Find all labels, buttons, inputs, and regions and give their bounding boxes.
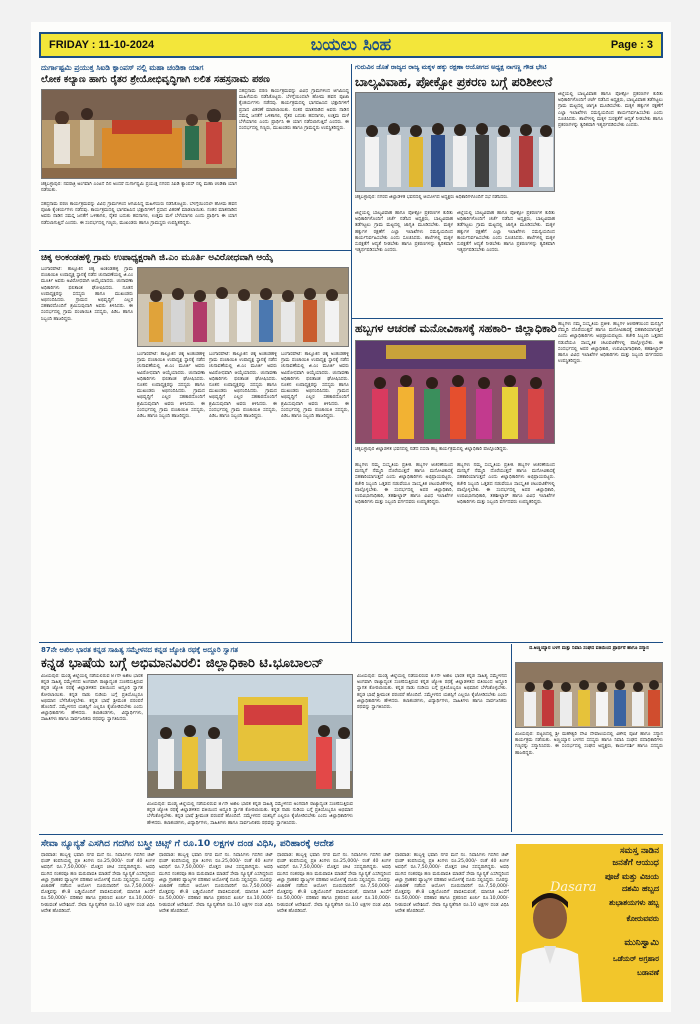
issue-date: FRIDAY : 11-10-2024 [49, 39, 155, 51]
story-divider [39, 250, 351, 251]
story6-body: ವಿಜಯಪುರ: ಪಟ್ಟಣದಲ್ಲಿ ಶ್ರೀ ಮಹೇಶ್ವರಿ ದೇವಿ ದೇವಾಲಯದಲ್ಲಿ ವಿಶೇಷ ಪೂಜೆ ಹಾಗೂ ಸನ್ಮಾನ ಕಾರ್ಯಕ್ರಮ ನಡೆಯಿತು. ಅಣ್ಣಯ್ಯಾನ ಬಳಗದ ಸದಸ್ಯರು ಹಾಗೂ ನಿವಾಸಿ ಸಂಘದ ಪದಾಧಿಕಾರಿಗಳು ಗಣ್ಯರನ್ನು ಸನ್ಮಾನಿಸಿದರು. ಈ ಸಂದರ್ಭದಲ್ಲಿ ಸಂಘದ ಅಧ್ಯಕ್ಷರು, ಕಾರ್ಯದರ್ಶಿ ಹಾಗೂ ಸದಸ್ಯರು ಹಾಜರಿದ್ದರು. [515, 732, 663, 756]
festival-greeting-ad [516, 844, 663, 1002]
story1-body: ಸಹಸ್ರನಾಮ ಪಠಣ ಕಾರ್ಯಕ್ರಮವನ್ನು ವಿವಿಧ ಗ್ರಾಮಗಳಿಂದ ಆಗಮಿಸಿದ್ದ ಮಹಿಳೆಯರು ನಡೆಸಿಕೊಟ್ಟರು. ಬೆಳಗ್ಗೆಯಿಂದಲೇ ಹೋಮ ಹವನ ಪೂಜಾ ಕೈಂಕರ್ಯಗಳು ನಡೆದವು. ಕಾರ್ಯಕ್ರಮದಲ್ಲಿ ಭಾಗವಹಿಸಿದ ಭಕ್ತಾದಿಗಳಿಗೆ ಪ್ರಸಾದ ವಿತರಣೆ ಮಾಡಲಾಯಿತು. ನಂತರ ಮಾತನಾಡಿದ ಅವರು ನಾಡಿನ ಸಮಸ್ತ ಜನತೆಗೆ ಒಳಿತಾಗಲಿ, ರೈತರ ಬದುಕು ಹಸನಾಗಲಿ, ಉತ್ತಮ ಮಳೆ ಬೆಳೆಯಾಗಲಿ ಎಂದು ಪ್ರಾರ್ಥಿಸಿ ಈ ಯಾಗ ನಡೆಸಲಾಗುತ್ತಿದೆ ಎಂದರು. ಈ ಸಂದರ್ಭದಲ್ಲಿ ಗಣ್ಯರು, ಮುಖಂಡರು ಹಾಗೂ ಗ್ರಾಮಸ್ಥರು ಉಪಸ್ಥಿತರಿದ್ದರು. [41, 202, 237, 226]
masthead [39, 32, 663, 58]
column-divider [511, 644, 512, 832]
story5-body-col3: ವಿಜಯಪುರ: ಮಂಡ್ಯ ಜಿಲ್ಲೆಯಲ್ಲಿ ನಡೆಯಲಿರುವ 87ನೇ ಅಖಿಲ ಭಾರತ ಕನ್ನಡ ಸಾಹಿತ್ಯ ಸಮ್ಮೇಳನದ ಅಂಗವಾಗಿ ರಾಜ್ಯಾದ್ಯಂತ ಸಂಚರಿಸುತ್ತಿರುವ ಕನ್ನಡ ಜ್ಯೋತಿ ರಥಕ್ಕೆ ಜಿಲ್ಲಾಡಳಿತದ ವತಿಯಿಂದ ಅದ್ದೂರಿ ಸ್ವಾಗತ ಕೋರಲಾಯಿತು. ಕನ್ನಡ ನಾಡು ನುಡಿಯ ಬಗ್ಗೆ ಪ್ರತಿಯೊಬ್ಬರೂ ಅಭಿಮಾನ ಬೆಳೆಸಿಕೊಳ್ಳಬೇಕು. ಕನ್ನಡ ಭಾಷೆ ಶ್ರೀಮಂತ ಪರಂಪರೆ ಹೊಂದಿದೆ. ಸಮ್ಮೇಳನದ ಯಶಸ್ಸಿಗೆ ಎಲ್ಲರೂ ಕೈಜೋಡಿಸಬೇಕು ಎಂದು ಜಿಲ್ಲಾಧಿಕಾರಿಗಳು ಹೇಳಿದರು. ಕಲಾತಂಡಗಳು, ವಿದ್ಯಾರ್ಥಿಗಳು, ಸಾಹಿತಿಗಳು ಹಾಗೂ ಸಾರ್ವಜನಿಕರು ರಥವನ್ನು ಸ್ವಾಗತಿಸಿದರು. [357, 674, 507, 711]
story4-body-col1: ಹಬ್ಬಗಳು ನಮ್ಮ ಸಂಸ್ಕೃತಿಯ ಪ್ರತೀಕ. ಹಬ್ಬಗಳ ಆಚರಣೆಯಿಂದ ಮನಸ್ಸಿಗೆ ನೆಮ್ಮದಿ ದೊರೆಯುತ್ತದೆ ಹಾಗೂ ಮನೋವಿಕಾಸಕ್ಕೆ ಸಹಕಾರಿಯಾಗುತ್ತದೆ ಎಂದು ಜಿಲ್ಲಾಧಿಕಾರಿಗಳು ಅಭಿಪ್ರಾಯಪಟ್ಟರು. ಕಚೇರಿ ಸಿಬ್ಬಂದಿ ಒತ್ತಡದ ನಡುವೆಯೂ ಸಾಂಸ್ಕೃತಿಕ ಚಟುವಟಿಕೆಗಳಲ್ಲಿ ಪಾಲ್ಗೊಳ್ಳಬೇಕು. ಈ ಸಂದರ್ಭದಲ್ಲಿ ಅಪರ ಜಿಲ್ಲಾಧಿಕಾರಿ, ಉಪವಿಭಾಗಾಧಿಕಾರಿ, ತಹಶೀಲ್ದಾರ್ ಹಾಗೂ ವಿವಿಧ ಇಲಾಖೆಗಳ ಅಧಿಕಾರಿಗಳು ಮತ್ತು ಸಿಬ್ಬಂದಿ ವರ್ಗದವರು ಉಪಸ್ಥಿತರಿದ್ದರು. [355, 463, 453, 506]
story2-body-col3: ಬಂಗಾರಪೇಟೆ: ತಾಲ್ಲೂಕಿನ ಚಿಕ್ಕ ಅಂಕಂಡಹಳ್ಳಿ ಗ್ರಾಮ ಪಂಚಾಯಿತಿ ಉಪಾಧ್ಯಕ್ಷ ಸ್ಥಾನಕ್ಕೆ ನಡೆದ ಚುನಾವಣೆಯಲ್ಲಿ ಜಿ.ಎಂ ಮೂರ್ತಿ ಅವರು ಅವಿರೋಧವಾಗಿ ಆಯ್ಕೆಯಾದರು. ಚುನಾವಣಾ ಅಧಿಕಾರಿಗಳು ಫಲಿತಾಂಶ ಘೋಷಿಸಿದರು. ನೂತನ ಉಪಾಧ್ಯಕ್ಷರನ್ನು ಸದಸ್ಯರು ಹಾಗೂ ಮುಖಂಡರು ಅಭಿನಂದಿಸಿದರು. ಗ್ರಾಮದ ಅಭಿವೃದ್ಧಿಗೆ ಎಲ್ಲರ ಸಹಕಾರದೊಂದಿಗೆ ಶ್ರಮಿಸುವುದಾಗಿ ಅವರು ತಿಳಿಸಿದರು. ಈ ಸಂದರ್ಭದಲ್ಲಿ ಗ್ರಾಮ ಪಂಚಾಯಿತಿ ಸದಸ್ಯರು, ಪಿಡಿಒ ಹಾಗೂ ಸಿಬ್ಬಂದಿ ಹಾಜರಿದ್ದರು. [209, 352, 277, 420]
ad-portrait [516, 884, 582, 1002]
story3-photo [355, 92, 555, 192]
ad-line-2: ಜನತೆಗೆ ಆಯುಧ [612, 858, 659, 868]
story2-body-col4: ಬಂಗಾರಪೇಟೆ: ತಾಲ್ಲೂಕಿನ ಚಿಕ್ಕ ಅಂಕಂಡಹಳ್ಳಿ ಗ್ರಾಮ ಪಂಚಾಯಿತಿ ಉಪಾಧ್ಯಕ್ಷ ಸ್ಥಾನಕ್ಕೆ ನಡೆದ ಚುನಾವಣೆಯಲ್ಲಿ ಜಿ.ಎಂ ಮೂರ್ತಿ ಅವರು ಅವಿರೋಧವಾಗಿ ಆಯ್ಕೆಯಾದರು. ಚುನಾವಣಾ ಅಧಿಕಾರಿಗಳು ಫಲಿತಾಂಶ ಘೋಷಿಸಿದರು. ನೂತನ ಉಪಾಧ್ಯಕ್ಷರನ್ನು ಸದಸ್ಯರು ಹಾಗೂ ಮುಖಂಡರು ಅಭಿನಂದಿಸಿದರು. ಗ್ರಾಮದ ಅಭಿವೃದ್ಧಿಗೆ ಎಲ್ಲರ ಸಹಕಾರದೊಂದಿಗೆ ಶ್ರಮಿಸುವುದಾಗಿ ಅವರು ತಿಳಿಸಿದರು. ಈ ಸಂದರ್ಭದಲ್ಲಿ ಗ್ರಾಮ ಪಂಚಾಯಿತಿ ಸದಸ್ಯರು, ಪಿಡಿಒ ಹಾಗೂ ಸಿಬ್ಬಂದಿ ಹಾಜರಿದ್ದರು. [281, 352, 349, 420]
story7-body-col4: ಧಾರವಾಡ: ಹುಬ್ಬಳ್ಳಿ ಭವಾನಿ ನಗರ ಮನೆ ನಂ. ನಿವಾಸಿಗಳು ಗದಗಿನ ಚಿಟ್ ಫಂಡ್ ಕಂಪನಿಯಲ್ಲಿ ಪ್ರತಿ ತಿಂಗಳು ರೂ.25,000/- ರಂತೆ 40 ತಿಂಗಳ ಅವಧಿಗೆ ರೂ.7,50,000/- ಮೊತ್ತದ ಚೀಟಿ ಸದಸ್ಯರಾಗಿದ್ದರು. ಅವಧಿ ಮುಗಿದ ನಂತರವೂ ಹಣ ಮರುಪಾವತಿ ಮಾಡದೆ ಸೇವಾ ನ್ಯೂನ್ಯತೆ ಎಸಗಿದ್ದರಿಂದ ಜಿಲ್ಲಾ ಗ್ರಾಹಕರ ವ್ಯಾಜ್ಯಗಳ ಪರಿಹಾರ ಆಯೋಗಕ್ಕೆ ದೂರು ಸಲ್ಲಿಸಿದ್ದರು. ದೂರನ್ನು ವಿಚಾರಣೆ ನಡೆಸಿದ ಆಯೋಗ ದೂರುದಾರರಿಗೆ ರೂ.7,50,000/- ಮೊತ್ತವನ್ನು ಶೇ.8 ಬಡ್ಡಿಯೊಂದಿಗೆ ಪಾವತಿಸುವಂತೆ, ಮಾನಸಿಕ ಹಿಂಸೆಗೆ ರೂ.50,000/- ಪರಿಹಾರ ಹಾಗೂ ಪ್ರಕರಣದ ಖರ್ಚು ರೂ.10,000/- ನೀಡುವಂತೆ ಆದೇಶಿಸಿದೆ. ಸೇವಾ ನ್ಯೂನ್ಯತೆಗಾಗಿ ರೂ.10 ಲಕ್ಷಗಳ ದಂಡ ವಿಧಿಸಿ ಆದೇಶ ಹೊರಡಿಸಿದೆ. [395, 853, 509, 914]
story7-body-col3: ಧಾರವಾಡ: ಹುಬ್ಬಳ್ಳಿ ಭವಾನಿ ನಗರ ಮನೆ ನಂ. ನಿವಾಸಿಗಳು ಗದಗಿನ ಚಿಟ್ ಫಂಡ್ ಕಂಪನಿಯಲ್ಲಿ ಪ್ರತಿ ತಿಂಗಳು ರೂ.25,000/- ರಂತೆ 40 ತಿಂಗಳ ಅವಧಿಗೆ ರೂ.7,50,000/- ಮೊತ್ತದ ಚೀಟಿ ಸದಸ್ಯರಾಗಿದ್ದರು. ಅವಧಿ ಮುಗಿದ ನಂತರವೂ ಹಣ ಮರುಪಾವತಿ ಮಾಡದೆ ಸೇವಾ ನ್ಯೂನ್ಯತೆ ಎಸಗಿದ್ದರಿಂದ ಜಿಲ್ಲಾ ಗ್ರಾಹಕರ ವ್ಯಾಜ್ಯಗಳ ಪರಿಹಾರ ಆಯೋಗಕ್ಕೆ ದೂರು ಸಲ್ಲಿಸಿದ್ದರು. ದೂರನ್ನು ವಿಚಾರಣೆ ನಡೆಸಿದ ಆಯೋಗ ದೂರುದಾರರಿಗೆ ರೂ.7,50,000/- ಮೊತ್ತವನ್ನು ಶೇ.8 ಬಡ್ಡಿಯೊಂದಿಗೆ ಪಾವತಿಸುವಂತೆ, ಮಾನಸಿಕ ಹಿಂಸೆಗೆ ರೂ.50,000/- ಪರಿಹಾರ ಹಾಗೂ ಪ್ರಕರಣದ ಖರ್ಚು ರೂ.10,000/- ನೀಡುವಂತೆ ಆದೇಶಿಸಿದೆ. ಸೇವಾ ನ್ಯೂನ್ಯತೆಗಾಗಿ ರೂ.10 ಲಕ್ಷಗಳ ದಂಡ ವಿಧಿಸಿ ಆದೇಶ ಹೊರಡಿಸಿದೆ. [277, 853, 391, 914]
story7-headline: ಸೇವಾ ನ್ಯೂನ್ಯತೆ ಎಸಗಿದ ಗದಗಿನ ಬಸ್ತ್ರೀ ಚಿಟ್ಸ್ ಗೆ ರೂ.10 ಲಕ್ಷಗಳ ದಂಡ ವಿಧಿಸಿ, ಪರಿಹಾರಕ್ಕೆ ಆದೇಶ [41, 838, 334, 849]
story6-photo [515, 662, 663, 728]
story5-photo [147, 674, 353, 798]
story2-body-col2: ಬಂಗಾರಪೇಟೆ: ತಾಲ್ಲೂಕಿನ ಚಿಕ್ಕ ಅಂಕಂಡಹಳ್ಳಿ ಗ್ರಾಮ ಪಂಚಾಯಿತಿ ಉಪಾಧ್ಯಕ್ಷ ಸ್ಥಾನಕ್ಕೆ ನಡೆದ ಚುನಾವಣೆಯಲ್ಲಿ ಜಿ.ಎಂ ಮೂರ್ತಿ ಅವರು ಅವಿರೋಧವಾಗಿ ಆಯ್ಕೆಯಾದರು. ಚುನಾವಣಾ ಅಧಿಕಾರಿಗಳು ಫಲಿತಾಂಶ ಘೋಷಿಸಿದರು. ನೂತನ ಉಪಾಧ್ಯಕ್ಷರನ್ನು ಸದಸ್ಯರು ಹಾಗೂ ಮುಖಂಡರು ಅಭಿನಂದಿಸಿದರು. ಗ್ರಾಮದ ಅಭಿವೃದ್ಧಿಗೆ ಎಲ್ಲರ ಸಹಕಾರದೊಂದಿಗೆ ಶ್ರಮಿಸುವುದಾಗಿ ಅವರು ತಿಳಿಸಿದರು. ಈ ಸಂದರ್ಭದಲ್ಲಿ ಗ್ರಾಮ ಪಂಚಾಯಿತಿ ಸದಸ್ಯರು, ಪಿಡಿಒ ಹಾಗೂ ಸಿಬ್ಬಂದಿ ಹಾಜರಿದ್ದರು. [137, 352, 205, 420]
story7-body-col1: ಧಾರವಾಡ: ಹುಬ್ಬಳ್ಳಿ ಭವಾನಿ ನಗರ ಮನೆ ನಂ. ನಿವಾಸಿಗಳು ಗದಗಿನ ಚಿಟ್ ಫಂಡ್ ಕಂಪನಿಯಲ್ಲಿ ಪ್ರತಿ ತಿಂಗಳು ರೂ.25,000/- ರಂತೆ 40 ತಿಂಗಳ ಅವಧಿಗೆ ರೂ.7,50,000/- ಮೊತ್ತದ ಚೀಟಿ ಸದಸ್ಯರಾಗಿದ್ದರು. ಅವಧಿ ಮುಗಿದ ನಂತರವೂ ಹಣ ಮರುಪಾವತಿ ಮಾಡದೆ ಸೇವಾ ನ್ಯೂನ್ಯತೆ ಎಸಗಿದ್ದರಿಂದ ಜಿಲ್ಲಾ ಗ್ರಾಹಕರ ವ್ಯಾಜ್ಯಗಳ ಪರಿಹಾರ ಆಯೋಗಕ್ಕೆ ದೂರು ಸಲ್ಲಿಸಿದ್ದರು. ದೂರನ್ನು ವಿಚಾರಣೆ ನಡೆಸಿದ ಆಯೋಗ ದೂರುದಾರರಿಗೆ ರೂ.7,50,000/- ಮೊತ್ತವನ್ನು ಶೇ.8 ಬಡ್ಡಿಯೊಂದಿಗೆ ಪಾವತಿಸುವಂತೆ, ಮಾನಸಿಕ ಹಿಂಸೆಗೆ ರೂ.50,000/- ಪರಿಹಾರ ಹಾಗೂ ಪ್ರಕರಣದ ಖರ್ಚು ರೂ.10,000/- ನೀಡುವಂತೆ ಆದೇಶಿಸಿದೆ. ಸೇವಾ ನ್ಯೂನ್ಯತೆಗಾಗಿ ರೂ.10 ಲಕ್ಷಗಳ ದಂಡ ವಿಧಿಸಿ ಆದೇಶ ಹೊರಡಿಸಿದೆ. [41, 853, 155, 914]
story4-headline: ಹಬ್ಬಗಳ ಆಚರಣೆ ಮನೋವಿಕಾಸಕ್ಕೆ ಸಹಕಾರಿ- ಜಿಲ್ಲಾಧಿಕಾರಿ [355, 322, 557, 335]
story4-caption: ಚಿಕ್ಕಬಳ್ಳಾಪುರ ಜಿಲ್ಲಾಡಳಿತ ಭವನದಲ್ಲಿ ನಡೆದ ದಸರಾ ಹಬ್ಬ ಕಾರ್ಯಕ್ರಮದಲ್ಲಿ ಜಿಲ್ಲಾಧಿಕಾರಿ ಪಾಲ್ಗೊಂಡಿದ್ದರು. [355, 447, 509, 452]
ad-line-4: ದಶಮಿ ಹಬ್ಬದ [621, 884, 659, 893]
story5-headline: ಕನ್ನಡ ಭಾಷೆಯ ಬಗ್ಗೆ ಅಭಿಮಾನವಿರಲಿ: ಜಿಲ್ಲಾಧಿಕಾರಿ ಟಿ.ಭೂಬಾಲನ್ [41, 656, 324, 671]
story5-body-col1: ವಿಜಯಪುರ: ಮಂಡ್ಯ ಜಿಲ್ಲೆಯಲ್ಲಿ ನಡೆಯಲಿರುವ 87ನೇ ಅಖಿಲ ಭಾರತ ಕನ್ನಡ ಸಾಹಿತ್ಯ ಸಮ್ಮೇಳನದ ಅಂಗವಾಗಿ ರಾಜ್ಯಾದ್ಯಂತ ಸಂಚರಿಸುತ್ತಿರುವ ಕನ್ನಡ ಜ್ಯೋತಿ ರಥಕ್ಕೆ ಜಿಲ್ಲಾಡಳಿತದ ವತಿಯಿಂದ ಅದ್ದೂರಿ ಸ್ವಾಗತ ಕೋರಲಾಯಿತು. ಕನ್ನಡ ನಾಡು ನುಡಿಯ ಬಗ್ಗೆ ಪ್ರತಿಯೊಬ್ಬರೂ ಅಭಿಮಾನ ಬೆಳೆಸಿಕೊಳ್ಳಬೇಕು. ಕನ್ನಡ ಭಾಷೆ ಶ್ರೀಮಂತ ಪರಂಪರೆ ಹೊಂದಿದೆ. ಸಮ್ಮೇಳನದ ಯಶಸ್ಸಿಗೆ ಎಲ್ಲರೂ ಕೈಜೋಡಿಸಬೇಕು ಎಂದು ಜಿಲ್ಲಾಧಿಕಾರಿಗಳು ಹೇಳಿದರು. ಕಲಾತಂಡಗಳು, ವಿದ್ಯಾರ್ಥಿಗಳು, ಸಾಹಿತಿಗಳು ಹಾಗೂ ಸಾರ್ವಜನಿಕರು ರಥವನ್ನು ಸ್ವಾಗತಿಸಿದರು. [41, 674, 143, 723]
story4-photo [355, 340, 555, 444]
story3-headline: ಬಾಲ್ಯವಿವಾಹ, ಪೋಕ್ಸೋ ಪ್ರಕರಣ ಬಗ್ಗೆ ಪರಿಶೀಲನೆ [355, 74, 553, 89]
story3-kicker: ಗುರುವಿನ ಜೊತೆ ರಾಜ್ಯದ ರಾಜ್ಯ ಮಕ್ಕಳ ಹಕ್ಕು ರಕ್ಷಣಾ ಆಯೋಗದ ಅಧ್ಯಕ್ಷ ನಾಗಣ್ಣ ಗೌಡ ಭೇಟಿ [355, 63, 547, 71]
story1-headline: ಲೋಕ ಕಲ್ಯಾಣ ಹಾಗು ರೈತರ ಶ್ರೇಯೋಭಿವೃದ್ಧಿಗಾಗಿ ಲಲಿತ ಸಹಸ್ರನಾಮ ಪಠಣ [41, 74, 270, 85]
story1-kicker: ದುರ್ಗಾಷ್ಟಮಿ ಪ್ರಯುಕ್ತ ಸಿಐಡಿ ಕ್ಯಾಂಪಸ್ ನಲ್ಲಿ ಮಹಾ ಚಂಡಿಕಾ ಯಾಗ [41, 63, 204, 72]
story7-body-col2: ಧಾರವಾಡ: ಹುಬ್ಬಳ್ಳಿ ಭವಾನಿ ನಗರ ಮನೆ ನಂ. ನಿವಾಸಿಗಳು ಗದಗಿನ ಚಿಟ್ ಫಂಡ್ ಕಂಪನಿಯಲ್ಲಿ ಪ್ರತಿ ತಿಂಗಳು ರೂ.25,000/- ರಂತೆ 40 ತಿಂಗಳ ಅವಧಿಗೆ ರೂ.7,50,000/- ಮೊತ್ತದ ಚೀಟಿ ಸದಸ್ಯರಾಗಿದ್ದರು. ಅವಧಿ ಮುಗಿದ ನಂತರವೂ ಹಣ ಮರುಪಾವತಿ ಮಾಡದೆ ಸೇವಾ ನ್ಯೂನ್ಯತೆ ಎಸಗಿದ್ದರಿಂದ ಜಿಲ್ಲಾ ಗ್ರಾಹಕರ ವ್ಯಾಜ್ಯಗಳ ಪರಿಹಾರ ಆಯೋಗಕ್ಕೆ ದೂರು ಸಲ್ಲಿಸಿದ್ದರು. ದೂರನ್ನು ವಿಚಾರಣೆ ನಡೆಸಿದ ಆಯೋಗ ದೂರುದಾರರಿಗೆ ರೂ.7,50,000/- ಮೊತ್ತವನ್ನು ಶೇ.8 ಬಡ್ಡಿಯೊಂದಿಗೆ ಪಾವತಿಸುವಂತೆ, ಮಾನಸಿಕ ಹಿಂಸೆಗೆ ರೂ.50,000/- ಪರಿಹಾರ ಹಾಗೂ ಪ್ರಕರಣದ ಖರ್ಚು ರೂ.10,000/- ನೀಡುವಂತೆ ಆದೇಶಿಸಿದೆ. ಸೇವಾ ನ್ಯೂನ್ಯತೆಗಾಗಿ ರೂ.10 ಲಕ್ಷಗಳ ದಂಡ ವಿಧಿಸಿ ಆದೇಶ ಹೊರಡಿಸಿದೆ. [159, 853, 273, 914]
newspaper-page [31, 22, 671, 1012]
story3-body-col2: ಜಿಲ್ಲೆಯಲ್ಲಿ ಬಾಲ್ಯವಿವಾಹ ಹಾಗೂ ಪೋಕ್ಸೋ ಪ್ರಕರಣಗಳ ಕುರಿತು ಅಧಿಕಾರಿಗಳೊಂದಿಗೆ ಚರ್ಚೆ ನಡೆಸಿದ ಅಧ್ಯಕ್ಷರು, ಬಾಲ್ಯವಿವಾಹ ತಡೆಗಟ್ಟಲು ಗ್ರಾಮ ಮಟ್ಟದಲ್ಲಿ ಜಾಗೃತಿ ಮೂಡಿಸಬೇಕು. ಮಕ್ಕಳ ಹಕ್ಕುಗಳ ರಕ್ಷಣೆಗೆ ಎಲ್ಲಾ ಇಲಾಖೆಗಳು ಸಮನ್ವಯದಿಂದ ಕಾರ್ಯನಿರ್ವಹಿಸಬೇಕು ಎಂದು ಸೂಚಿಸಿದರು. ಶಾಲೆಗಳಲ್ಲಿ ಮಕ್ಕಳ ಸುರಕ್ಷತೆಗೆ ಆದ್ಯತೆ ನೀಡಬೇಕು ಹಾಗೂ ಪ್ರಕರಣಗಳನ್ನು ತ್ವರಿತವಾಗಿ ಇತ್ಯರ್ಥಪಡಿಸಬೇಕು ಎಂದರು. [457, 211, 555, 254]
story4-body-col3: ಹಬ್ಬಗಳು ನಮ್ಮ ಸಂಸ್ಕೃತಿಯ ಪ್ರತೀಕ. ಹಬ್ಬಗಳ ಆಚರಣೆಯಿಂದ ಮನಸ್ಸಿಗೆ ನೆಮ್ಮದಿ ದೊರೆಯುತ್ತದೆ ಹಾಗೂ ಮನೋವಿಕಾಸಕ್ಕೆ ಸಹಕಾರಿಯಾಗುತ್ತದೆ ಎಂದು ಜಿಲ್ಲಾಧಿಕಾರಿಗಳು ಅಭಿಪ್ರಾಯಪಟ್ಟರು. ಕಚೇರಿ ಸಿಬ್ಬಂದಿ ಒತ್ತಡದ ನಡುವೆಯೂ ಸಾಂಸ್ಕೃತಿಕ ಚಟುವಟಿಕೆಗಳಲ್ಲಿ ಪಾಲ್ಗೊಳ್ಳಬೇಕು. ಈ ಸಂದರ್ಭದಲ್ಲಿ ಅಪರ ಜಿಲ್ಲಾಧಿಕಾರಿ, ಉಪವಿಭಾಗಾಧಿಕಾರಿ, ತಹಶೀಲ್ದಾರ್ ಹಾಗೂ ವಿವಿಧ ಇಲಾಖೆಗಳ ಅಧಿಕಾರಿಗಳು ಮತ್ತು ಸಿಬ್ಬಂದಿ ವರ್ಗದವರು ಉಪಸ್ಥಿತರಿದ್ದರು. [558, 322, 663, 365]
ad-line-8: ಒಡೆಯರ್ ಅಗ್ರಹಾರ [612, 954, 659, 963]
section-divider [39, 642, 663, 643]
story5-kicker: 87ನೇ ಅಖಿಲ ಭಾರತ ಕನ್ನಡ ಸಾಹಿತ್ಯ ಸಮ್ಮೇಳನದ ಕನ್ನಡ ಜ್ಯೋತಿ ರಥಕ್ಕೆ ಅದ್ದೂರಿ ಸ್ವಾಗತ [41, 646, 239, 654]
ad-line-6: ಕೋರುವವರು [626, 914, 659, 923]
column-divider [351, 64, 352, 642]
story3-caption: ಚಿಕ್ಕಬಳ್ಳಾಪುರ: ನಗರದ ಜಿಲ್ಲಾಡಳಿತ ಭವನದಲ್ಲಿ ಆಯೋಗದ ಅಧ್ಯಕ್ಷರು ಅಧಿಕಾರಿಗಳೊಂದಿಗೆ ಸಭೆ ನಡೆಸಿದರು. [355, 195, 509, 200]
story5-body-col2: ವಿಜಯಪುರ: ಮಂಡ್ಯ ಜಿಲ್ಲೆಯಲ್ಲಿ ನಡೆಯಲಿರುವ 87ನೇ ಅಖಿಲ ಭಾರತ ಕನ್ನಡ ಸಾಹಿತ್ಯ ಸಮ್ಮೇಳನದ ಅಂಗವಾಗಿ ರಾಜ್ಯಾದ್ಯಂತ ಸಂಚರಿಸುತ್ತಿರುವ ಕನ್ನಡ ಜ್ಯೋತಿ ರಥಕ್ಕೆ ಜಿಲ್ಲಾಡಳಿತದ ವತಿಯಿಂದ ಅದ್ದೂರಿ ಸ್ವಾಗತ ಕೋರಲಾಯಿತು. ಕನ್ನಡ ನಾಡು ನುಡಿಯ ಬಗ್ಗೆ ಪ್ರತಿಯೊಬ್ಬರೂ ಅಭಿಮಾನ ಬೆಳೆಸಿಕೊಳ್ಳಬೇಕು. ಕನ್ನಡ ಭಾಷೆ ಶ್ರೀಮಂತ ಪರಂಪರೆ ಹೊಂದಿದೆ. ಸಮ್ಮೇಳನದ ಯಶಸ್ಸಿಗೆ ಎಲ್ಲರೂ ಕೈಜೋಡಿಸಬೇಕು ಎಂದು ಜಿಲ್ಲಾಧಿಕಾರಿಗಳು ಹೇಳಿದರು. ಕಲಾತಂಡಗಳು, ವಿದ್ಯಾರ್ಥಿಗಳು, ಸಾಹಿತಿಗಳು ಹಾಗೂ ಸಾರ್ವಜನಿಕರು ರಥವನ್ನು ಸ್ವಾಗತಿಸಿದರು. [147, 802, 353, 826]
story3-body-col3: ಜಿಲ್ಲೆಯಲ್ಲಿ ಬಾಲ್ಯವಿವಾಹ ಹಾಗೂ ಪೋಕ್ಸೋ ಪ್ರಕರಣಗಳ ಕುರಿತು ಅಧಿಕಾರಿಗಳೊಂದಿಗೆ ಚರ್ಚೆ ನಡೆಸಿದ ಅಧ್ಯಕ್ಷರು, ಬಾಲ್ಯವಿವಾಹ ತಡೆಗಟ್ಟಲು ಗ್ರಾಮ ಮಟ್ಟದಲ್ಲಿ ಜಾಗೃತಿ ಮೂಡಿಸಬೇಕು. ಮಕ್ಕಳ ಹಕ್ಕುಗಳ ರಕ್ಷಣೆಗೆ ಎಲ್ಲಾ ಇಲಾಖೆಗಳು ಸಮನ್ವಯದಿಂದ ಕಾರ್ಯನಿರ್ವಹಿಸಬೇಕು ಎಂದು ಸೂಚಿಸಿದರು. ಶಾಲೆಗಳಲ್ಲಿ ಮಕ್ಕಳ ಸುರಕ್ಷತೆಗೆ ಆದ್ಯತೆ ನೀಡಬೇಕು ಹಾಗೂ ಪ್ರಕರಣಗಳನ್ನು ತ್ವರಿತವಾಗಿ ಇತ್ಯರ್ಥಪಡಿಸಬೇಕು ಎಂದರು. [558, 92, 663, 129]
story1-body-col2: ಸಹಸ್ರನಾಮ ಪಠಣ ಕಾರ್ಯಕ್ರಮವನ್ನು ವಿವಿಧ ಗ್ರಾಮಗಳಿಂದ ಆಗಮಿಸಿದ್ದ ಮಹಿಳೆಯರು ನಡೆಸಿಕೊಟ್ಟರು. ಬೆಳಗ್ಗೆಯಿಂದಲೇ ಹೋಮ ಹವನ ಪೂಜಾ ಕೈಂಕರ್ಯಗಳು ನಡೆದವು. ಕಾರ್ಯಕ್ರಮದಲ್ಲಿ ಭಾಗವಹಿಸಿದ ಭಕ್ತಾದಿಗಳಿಗೆ ಪ್ರಸಾದ ವಿತರಣೆ ಮಾಡಲಾಯಿತು. ನಂತರ ಮಾತನಾಡಿದ ಅವರು ನಾಡಿನ ಸಮಸ್ತ ಜನತೆಗೆ ಒಳಿತಾಗಲಿ, ರೈತರ ಬದುಕು ಹಸನಾಗಲಿ, ಉತ್ತಮ ಮಳೆ ಬೆಳೆಯಾಗಲಿ ಎಂದು ಪ್ರಾರ್ಥಿಸಿ ಈ ಯಾಗ ನಡೆಸಲಾಗುತ್ತಿದೆ ಎಂದರು. ಈ ಸಂದರ್ಭದಲ್ಲಿ ಗಣ್ಯರು, ಮುಖಂಡರು ಹಾಗೂ ಗ್ರಾಮಸ್ಥರು ಉಪಸ್ಥಿತರಿದ್ದರು. [239, 89, 349, 132]
story2-photo [137, 267, 349, 347]
story1-photo [41, 89, 237, 179]
section-divider [39, 834, 663, 835]
story6-kicker: ದ.ಅಣ್ಣಯ್ಯಾನ ಬಳಗ ಮತ್ತು ನಿವಾಸಿ ಸಂಘದ ವತಿಯಿಂದ ಪ್ರಾರ್ಥನೆ ಹಾಗೂ ಸನ್ಮಾನ [529, 646, 649, 651]
story-divider [351, 318, 663, 319]
story1-caption: ಚಿಕ್ಕಬಳ್ಳಾಪುರ: ನವರಾತ್ರಿ ಅಂಗವಾಗಿ ಎಂಟನೆ ದಿನ ಅಂದರೆ ದುರ್ಗಾಷ್ಟಮಿ ಪ್ರಯುಕ್ತ ನಗರದ ಸಿಐಡಿ ಕ್ಯಾಂಪಸ್ ನಲ್ಲಿ ಮಹಾ ಚಂಡಿಕಾ ಯಾಗ ನಡೆಯಿತು. [41, 182, 237, 194]
story2-body-col1: ಬಂಗಾರಪೇಟೆ: ತಾಲ್ಲೂಕಿನ ಚಿಕ್ಕ ಅಂಕಂಡಹಳ್ಳಿ ಗ್ರಾಮ ಪಂಚಾಯಿತಿ ಉಪಾಧ್ಯಕ್ಷ ಸ್ಥಾನಕ್ಕೆ ನಡೆದ ಚುನಾವಣೆಯಲ್ಲಿ ಜಿ.ಎಂ ಮೂರ್ತಿ ಅವರು ಅವಿರೋಧವಾಗಿ ಆಯ್ಕೆಯಾದರು. ಚುನಾವಣಾ ಅಧಿಕಾರಿಗಳು ಫಲಿತಾಂಶ ಘೋಷಿಸಿದರು. ನೂತನ ಉಪಾಧ್ಯಕ್ಷರನ್ನು ಸದಸ್ಯರು ಹಾಗೂ ಮುಖಂಡರು ಅಭಿನಂದಿಸಿದರು. ಗ್ರಾಮದ ಅಭಿವೃದ್ಧಿಗೆ ಎಲ್ಲರ ಸಹಕಾರದೊಂದಿಗೆ ಶ್ರಮಿಸುವುದಾಗಿ ಅವರು ತಿಳಿಸಿದರು. ಈ ಸಂದರ್ಭದಲ್ಲಿ ಗ್ರಾಮ ಪಂಚಾಯಿತಿ ಸದಸ್ಯರು, ಪಿಡಿಒ ಹಾಗೂ ಸಿಬ್ಬಂದಿ ಹಾಜರಿದ್ದರು. [41, 267, 133, 322]
story2-headline: ಚಿಕ್ಕ ಅಂಕಂಡಹಳ್ಳಿ ಗ್ರಾಮ ಉಪಾಧ್ಯಕ್ಷರಾಗಿ ಜಿ.ಎಂ ಮೂರ್ತಿ ಅವಿರೋಧವಾಗಿ ಆಯ್ಕೆ [41, 253, 274, 263]
ad-line-3: ಪೂಜೆ ಮತ್ತು ವಿಜಯ [604, 872, 659, 881]
ad-brand-watermark: Dasara [550, 880, 597, 895]
ad-line-5: ಶುಭಾಶಯಗಳು ಹಬ್ಬ [609, 898, 659, 907]
story4-body-col2: ಹಬ್ಬಗಳು ನಮ್ಮ ಸಂಸ್ಕೃತಿಯ ಪ್ರತೀಕ. ಹಬ್ಬಗಳ ಆಚರಣೆಯಿಂದ ಮನಸ್ಸಿಗೆ ನೆಮ್ಮದಿ ದೊರೆಯುತ್ತದೆ ಹಾಗೂ ಮನೋವಿಕಾಸಕ್ಕೆ ಸಹಕಾರಿಯಾಗುತ್ತದೆ ಎಂದು ಜಿಲ್ಲಾಧಿಕಾರಿಗಳು ಅಭಿಪ್ರಾಯಪಟ್ಟರು. ಕಚೇರಿ ಸಿಬ್ಬಂದಿ ಒತ್ತಡದ ನಡುವೆಯೂ ಸಾಂಸ್ಕೃತಿಕ ಚಟುವಟಿಕೆಗಳಲ್ಲಿ ಪಾಲ್ಗೊಳ್ಳಬೇಕು. ಈ ಸಂದರ್ಭದಲ್ಲಿ ಅಪರ ಜಿಲ್ಲಾಧಿಕಾರಿ, ಉಪವಿಭಾಗಾಧಿಕಾರಿ, ತಹಶೀಲ್ದಾರ್ ಹಾಗೂ ವಿವಿಧ ಇಲಾಖೆಗಳ ಅಧಿಕಾರಿಗಳು ಮತ್ತು ಸಿಬ್ಬಂದಿ ವರ್ಗದವರು ಉಪಸ್ಥಿತರಿದ್ದರು. [457, 463, 555, 506]
newspaper-title: ಬಯಲು ಸಿಂಹ [310, 35, 392, 55]
ad-line-1: ಸಮಸ್ತ ನಾಡಿನ [619, 846, 659, 856]
ad-line-7: ಮುನಿಸ್ವಾಮಿ [624, 938, 659, 948]
ad-line-9: ಬಡಾವಣೆ [637, 968, 659, 977]
story3-body-col1: ಜಿಲ್ಲೆಯಲ್ಲಿ ಬಾಲ್ಯವಿವಾಹ ಹಾಗೂ ಪೋಕ್ಸೋ ಪ್ರಕರಣಗಳ ಕುರಿತು ಅಧಿಕಾರಿಗಳೊಂದಿಗೆ ಚರ್ಚೆ ನಡೆಸಿದ ಅಧ್ಯಕ್ಷರು, ಬಾಲ್ಯವಿವಾಹ ತಡೆಗಟ್ಟಲು ಗ್ರಾಮ ಮಟ್ಟದಲ್ಲಿ ಜಾಗೃತಿ ಮೂಡಿಸಬೇಕು. ಮಕ್ಕಳ ಹಕ್ಕುಗಳ ರಕ್ಷಣೆಗೆ ಎಲ್ಲಾ ಇಲಾಖೆಗಳು ಸಮನ್ವಯದಿಂದ ಕಾರ್ಯನಿರ್ವಹಿಸಬೇಕು ಎಂದು ಸೂಚಿಸಿದರು. ಶಾಲೆಗಳಲ್ಲಿ ಮಕ್ಕಳ ಸುರಕ್ಷತೆಗೆ ಆದ್ಯತೆ ನೀಡಬೇಕು ಹಾಗೂ ಪ್ರಕರಣಗಳನ್ನು ತ್ವರಿತವಾಗಿ ಇತ್ಯರ್ಥಪಡಿಸಬೇಕು ಎಂದರು. [355, 211, 453, 254]
page-number: Page : 3 [610, 39, 653, 51]
